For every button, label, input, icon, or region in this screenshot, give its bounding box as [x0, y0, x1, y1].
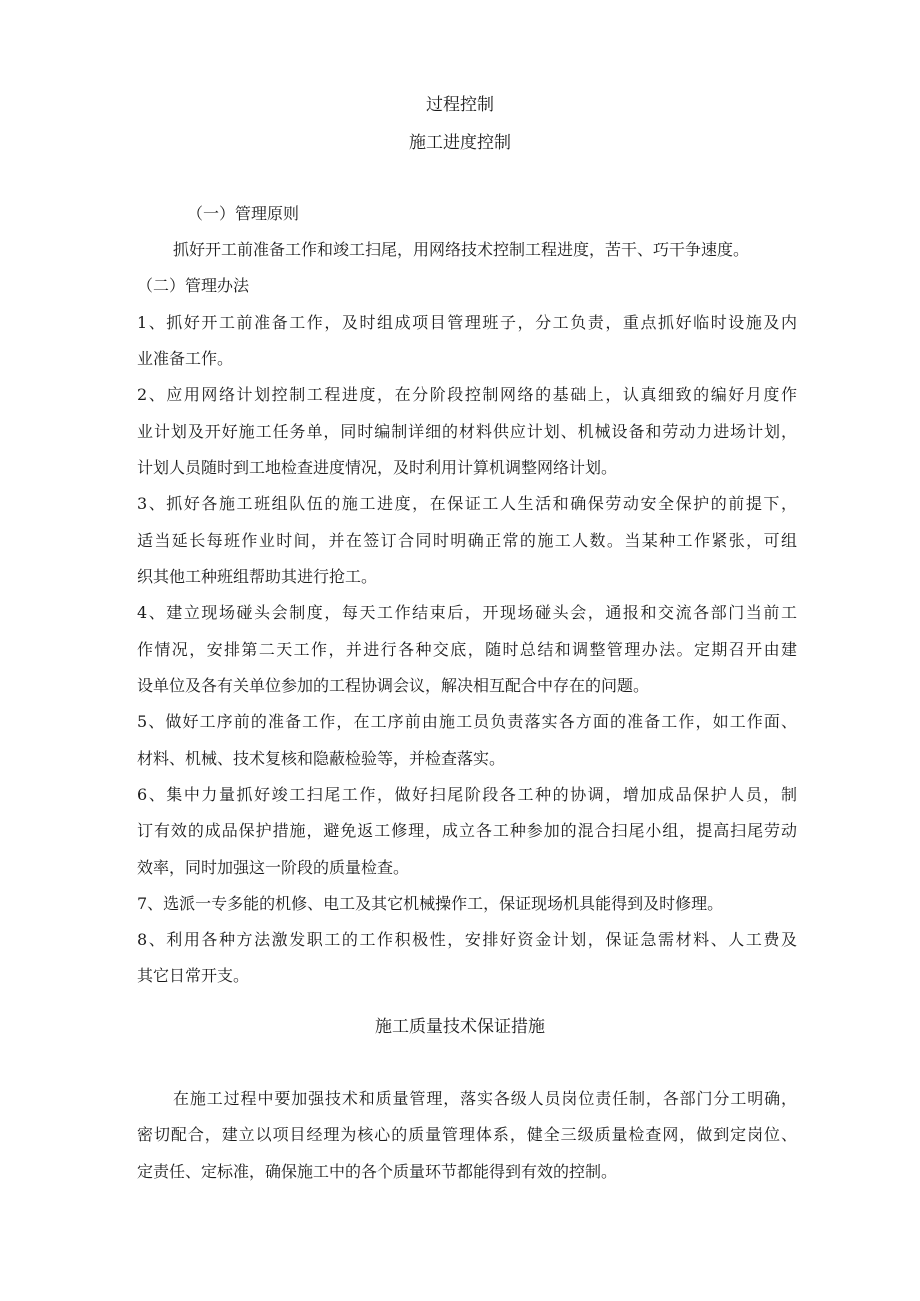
method-item-7-line-1: 7、选派一专多能的机修、电工及其它机械操作工，保证现场机具能得到及时修理。 — [137, 894, 724, 913]
method-item-6-line-2: 订有效的成品保护措施，避免返工修理，成立各工种参加的混合扫尾小组，提高扫尾劳动 — [137, 821, 797, 840]
method-item-5-line-2: 材料、机械、技术复核和隐蔽检验等，并检查落实。 — [137, 749, 506, 768]
heading-management-methods: （二）管理办法 — [137, 276, 250, 295]
method-item-8-line-2: 其它日常开支。 — [137, 966, 250, 985]
method-item-1-line-1: 1、抓好开工前准备工作，及时组成项目管理班子，分工负责，重点抓好临时设施及内 — [137, 313, 797, 332]
method-item-3-line-3: 织其他工种班组帮助其进行抢工。 — [137, 567, 378, 586]
quality-paragraph-line-3: 定责任、定标准，确保施工中的各个质量环节都能得到有效的控制。 — [137, 1162, 618, 1181]
method-item-2-line-3: 计划人员随时到工地检查进度情况，及时利用计算机调整网络计划。 — [137, 458, 618, 477]
method-item-2-line-1: 2、应用网络计划控制工程进度，在分阶段控制网络的基础上，认真细致的编好月度作 — [137, 385, 797, 404]
method-item-6-line-1: 6、集中力量抓好竣工扫尾工作，做好扫尾阶段各工种的协调，增加成品保护人员，制 — [137, 785, 797, 804]
quality-paragraph-line-1: 在施工过程中要加强技术和质量管理，落实各级人员岗位责任制，各部门分工明确， — [173, 1089, 797, 1108]
quality-paragraph-line-2: 密切配合，建立以项目经理为核心的质量管理体系，健全三级质量检查网，做到定岗位、 — [137, 1125, 797, 1144]
method-item-4-line-1: 4、建立现场碰头会制度，每天工作结束后，开现场碰头会，通报和交流各部门当前工 — [137, 603, 797, 622]
method-item-4-line-3: 设单位及各有关单位参加的工程协调会议，解决相互配合中存在的问题。 — [137, 676, 650, 695]
section-title-quality-measures: 施工质量技术保证措施 — [375, 1017, 545, 1037]
heading-management-principles: （一）管理原则 — [187, 204, 300, 223]
method-item-6-line-3: 效率，同时加强这一阶段的质量检查。 — [137, 858, 410, 877]
method-item-8-line-1: 8、利用各种方法激发职工的工作积极性，安排好资金计划，保证急需材料、人工费及 — [137, 930, 797, 949]
method-item-1-line-2: 业准备工作。 — [137, 349, 234, 368]
method-item-4-line-2: 作情况，安排第二天工作，并进行各种交底，随时总结和调整管理办法。定期召开由建 — [137, 640, 797, 659]
method-item-3-line-1: 3、抓好各施工班组队伍的施工进度，在保证工人生活和确保劳动安全保护的前提下， — [137, 494, 797, 513]
principles-paragraph: 抓好开工前准备工作和竣工扫尾，用网络技术控制工程进度，苦干、巧干争速度。 — [173, 240, 750, 259]
section-title-schedule-control: 施工进度控制 — [409, 133, 511, 153]
method-item-3-line-2: 适当延长每班作业时间，并在签订合同时明确正常的施工人数。当某种工作紧张，可组 — [137, 531, 797, 550]
document-title: 过程控制 — [426, 95, 494, 115]
method-item-2-line-2: 业计划及开好施工任务单，同时编制详细的材料供应计划、机械设备和劳动力进场计划， — [137, 422, 797, 441]
method-item-5-line-1: 5、做好工序前的准备工作，在工序前由施工员负责落实各方面的准备工作，如工作面、 — [137, 712, 797, 731]
